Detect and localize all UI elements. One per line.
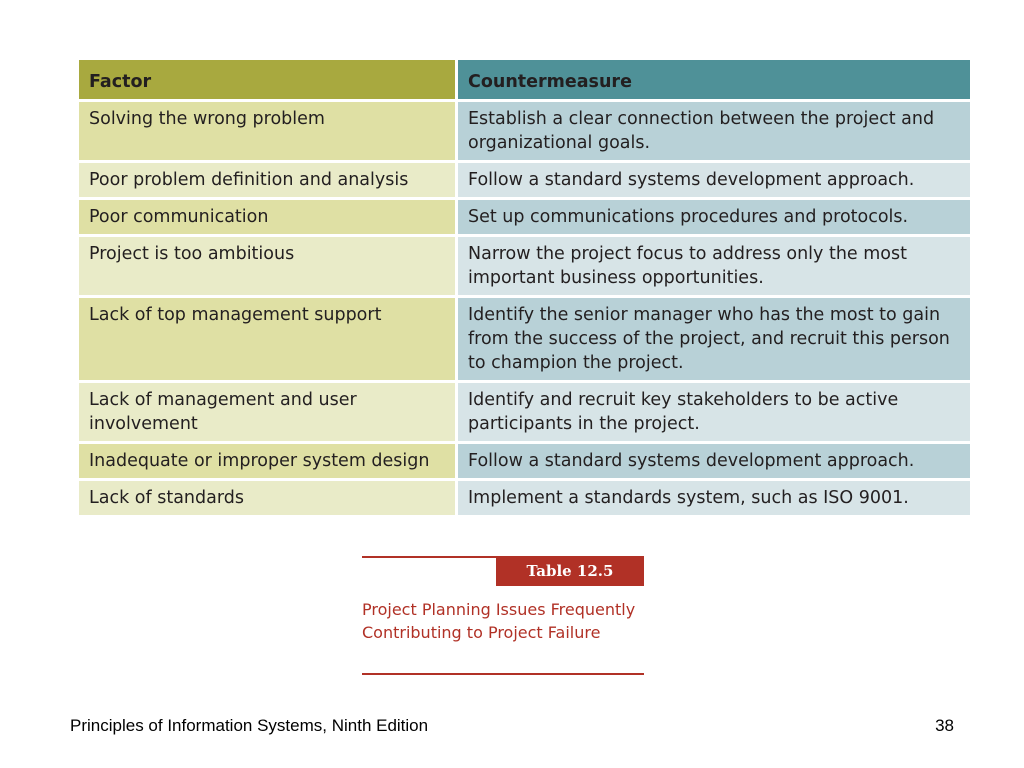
countermeasure-cell: Identify the senior manager who has the most to gain from the success of the project, and recruit this person to champion the project. bbox=[455, 298, 970, 383]
table-row bbox=[79, 200, 970, 237]
countermeasure-cell: Narrow the project focus to address only the most important business opportunities. bbox=[455, 237, 970, 298]
footer-page-number: 38 bbox=[935, 716, 954, 735]
caption-top-rule bbox=[362, 556, 496, 558]
countermeasure-cell: Set up communications procedures and protocols. bbox=[455, 200, 970, 237]
table-row bbox=[79, 444, 970, 481]
table-number-label: Table 12.5 bbox=[496, 556, 644, 586]
table-row bbox=[79, 383, 970, 444]
countermeasure-cell: Implement a standards system, such as ISO 9001. bbox=[455, 481, 970, 518]
table-row bbox=[79, 237, 970, 298]
footer-book-title: Principles of Information Systems, Ninth Edition bbox=[70, 716, 429, 735]
factor-cell: Lack of top management support bbox=[79, 298, 455, 383]
caption-bottom-rule bbox=[362, 673, 644, 675]
table-header-row bbox=[79, 60, 970, 102]
factor-cell: Project is too ambitious bbox=[79, 237, 455, 298]
factor-cell: Poor problem definition and analysis bbox=[79, 163, 455, 200]
factor-cell: Solving the wrong problem bbox=[79, 102, 455, 163]
countermeasure-cell: Follow a standard systems development approach. bbox=[455, 444, 970, 481]
factor-cell: Poor communication bbox=[79, 200, 455, 237]
factor-cell: Lack of standards bbox=[79, 481, 455, 518]
table-row bbox=[79, 298, 970, 383]
table-row bbox=[79, 163, 970, 200]
countermeasure-column-header: Countermeasure bbox=[455, 60, 970, 102]
countermeasure-cell: Identify and recruit key stakeholders to be active participants in the project. bbox=[455, 383, 970, 444]
countermeasure-cell: Follow a standard systems development approach. bbox=[455, 163, 970, 200]
countermeasure-cell: Establish a clear connection between the project and organizational goals. bbox=[455, 102, 970, 163]
factor-column-header: Factor bbox=[79, 60, 455, 102]
table-row bbox=[79, 481, 970, 518]
table-caption-text: Project Planning Issues Frequently Contributing to Project Failure bbox=[362, 600, 636, 642]
factors-table bbox=[79, 60, 970, 518]
table-row bbox=[79, 102, 970, 163]
factor-cell: Lack of management and user involvement bbox=[79, 383, 455, 444]
factor-cell: Inadequate or improper system design bbox=[79, 444, 455, 481]
